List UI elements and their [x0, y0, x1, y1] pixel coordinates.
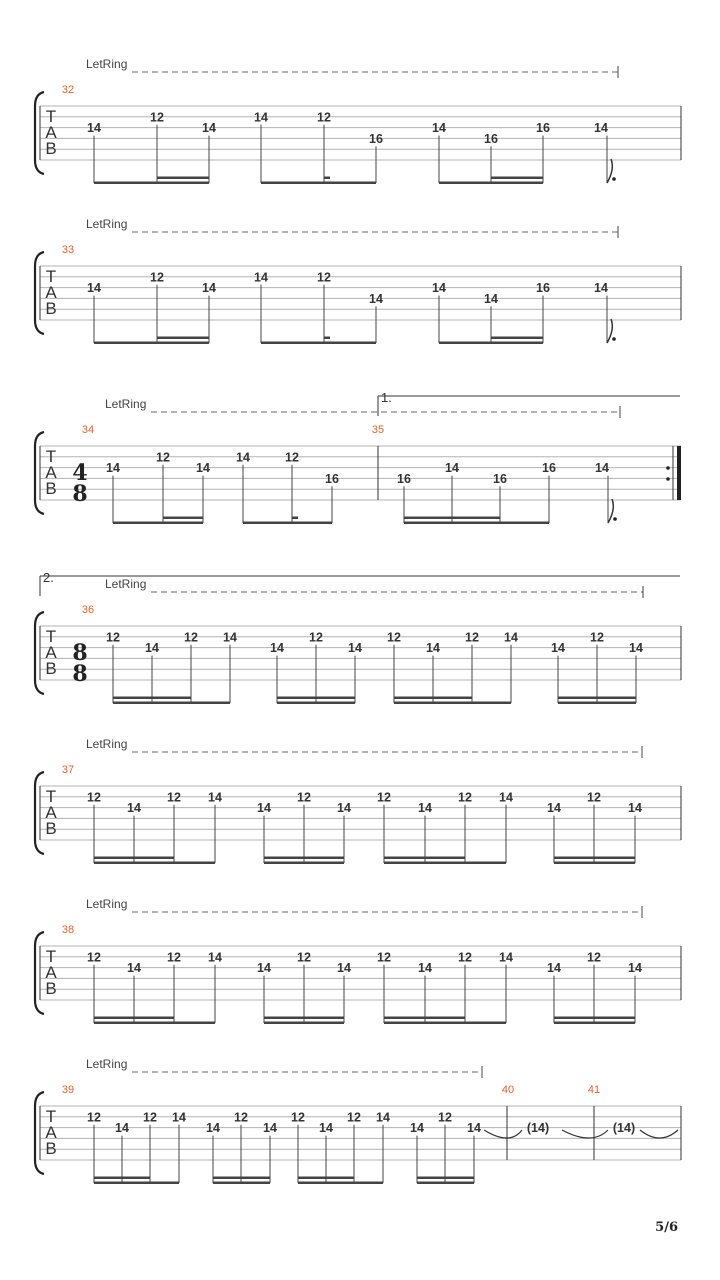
fret-number: 14 — [172, 1110, 186, 1125]
beam-secondary — [394, 697, 472, 700]
fret-number: 14 — [594, 281, 608, 296]
beam-secondary — [417, 1177, 474, 1180]
beam-secondary — [94, 1017, 174, 1020]
fret-number: 14 — [467, 1121, 481, 1136]
fret-number: 16 — [493, 471, 507, 486]
beam-secondary — [554, 857, 635, 860]
fret-number: 14 — [196, 461, 210, 476]
repeat-dot — [666, 466, 670, 470]
fret-number: 14 — [257, 961, 271, 976]
fret-number: 14 — [87, 121, 101, 136]
fret-number: 14 — [369, 291, 383, 306]
fret-number: 12 — [150, 270, 164, 285]
beam-primary — [261, 182, 376, 185]
fret-number: 14 — [628, 961, 642, 976]
beam-secondary — [94, 857, 174, 860]
tab-clef-letter: B — [45, 979, 57, 998]
measure-number: 39 — [61, 1084, 75, 1096]
measure-number: 35 — [371, 424, 385, 436]
fret-number: 14 — [106, 461, 120, 476]
fret-number: 14 — [595, 461, 609, 476]
fret-number: 14 — [206, 1121, 220, 1136]
beam-primary — [384, 862, 506, 865]
page-number: 5/6 — [655, 1220, 678, 1235]
fret-number: 14 — [254, 110, 268, 125]
fret-number: 12 — [317, 270, 331, 285]
tab-clef-letter: B — [45, 1139, 57, 1158]
measure-number: 33 — [61, 244, 75, 256]
fret-number: 12 — [458, 790, 472, 805]
volta-label: 2. — [43, 570, 54, 585]
fret-number: 12 — [317, 110, 331, 125]
fret-number: 14 — [376, 1110, 390, 1125]
measure-number: 32 — [61, 84, 75, 96]
fret-number: 12 — [297, 790, 311, 805]
fret-number: 14 — [348, 641, 362, 656]
beam-primary — [264, 862, 344, 865]
tab-system — [35, 570, 681, 704]
beam-secondary — [277, 697, 355, 700]
fret-number: 12 — [587, 790, 601, 805]
fret-number: 12 — [438, 1110, 452, 1125]
beam-primary — [243, 522, 332, 525]
tab-clef-letter: T — [45, 267, 57, 286]
dot — [612, 337, 616, 341]
fret-number: 12 — [106, 630, 120, 645]
fret-number: 12 — [590, 630, 604, 645]
fret-number: 14 — [432, 281, 446, 296]
fret-number: 14 — [418, 801, 432, 816]
fret-number: 12 — [465, 630, 479, 645]
note-flag — [607, 159, 612, 183]
beam-primary — [94, 1182, 179, 1185]
measure-number: 37 — [61, 764, 75, 776]
beam-secondary — [157, 177, 209, 180]
fret-number: 14 — [432, 121, 446, 136]
fret-number: 14 — [254, 270, 268, 285]
fret-number: 12 — [347, 1110, 361, 1125]
tab-system — [35, 57, 681, 184]
fret-number: 14 — [629, 641, 643, 656]
fret-number: 14 — [87, 281, 101, 296]
beam-secondary — [558, 697, 636, 700]
tab-clef-letter: T — [45, 947, 57, 966]
fret-number: 14 — [410, 1121, 424, 1136]
let-ring-label: LetRing — [105, 577, 147, 591]
let-ring-label: LetRing — [86, 897, 128, 911]
fret-number: 14 — [257, 801, 271, 816]
beam-secondary — [298, 1177, 354, 1180]
beam-primary — [394, 702, 511, 705]
beam-secondary — [292, 517, 298, 520]
beam-primary — [94, 342, 209, 345]
tied-fret-number: (14) — [612, 1121, 636, 1136]
beam-primary — [94, 182, 209, 185]
fret-number: 16 — [536, 121, 550, 136]
tied-fret-number: (14) — [526, 1121, 550, 1136]
beam-secondary — [384, 1017, 465, 1020]
tab-clef-letter: T — [45, 627, 57, 646]
beam-secondary — [264, 1017, 344, 1020]
tie-arc — [640, 1130, 678, 1138]
fret-number: 14 — [484, 291, 498, 306]
fret-number: 12 — [309, 630, 323, 645]
time-signature-bottom: 8 — [72, 661, 88, 687]
tie-arc — [484, 1130, 522, 1138]
time-signature-bottom: 8 — [72, 481, 88, 507]
beam-primary — [113, 702, 230, 705]
fret-number: 12 — [167, 790, 181, 805]
tab-clef-letter: B — [45, 299, 57, 318]
beam-secondary — [384, 857, 465, 860]
volta-label: 1. — [381, 390, 392, 405]
let-ring-label: LetRing — [86, 737, 128, 751]
tab-system — [35, 737, 681, 864]
fret-number: 14 — [223, 630, 237, 645]
tab-system — [35, 1057, 681, 1184]
measure-number: 41 — [587, 1084, 601, 1096]
fret-number: 14 — [263, 1121, 277, 1136]
fret-number: 14 — [418, 961, 432, 976]
fret-number: 12 — [87, 950, 101, 965]
tab-clef-letter: A — [45, 643, 57, 662]
repeat-barline-thick — [677, 446, 681, 500]
fret-number: 12 — [184, 630, 198, 645]
beam-primary — [439, 342, 543, 345]
fret-number: 14 — [504, 630, 518, 645]
beam-secondary — [491, 177, 543, 180]
fret-number: 14 — [547, 801, 561, 816]
beam-secondary — [94, 1177, 150, 1180]
fret-number: 14 — [236, 450, 250, 465]
fret-number: 14 — [499, 950, 513, 965]
tab-clef-letter: A — [45, 963, 57, 982]
fret-number: 16 — [325, 471, 339, 486]
repeat-dot — [666, 477, 670, 481]
tab-clef-letter: B — [45, 659, 57, 678]
fret-number: 14 — [319, 1121, 333, 1136]
fret-number: 12 — [156, 450, 170, 465]
tab-clef-letter: B — [45, 819, 57, 838]
fret-number: 14 — [547, 961, 561, 976]
tab-clef-letter: T — [45, 1107, 57, 1126]
beam-secondary — [213, 1177, 270, 1180]
beam-primary — [439, 182, 543, 185]
fret-number: 14 — [208, 950, 222, 965]
time-signature-top: 8 — [72, 640, 88, 666]
tab-clef-letter: A — [45, 123, 57, 142]
fret-number: 16 — [369, 131, 383, 146]
dot — [613, 517, 617, 521]
beam-primary — [404, 522, 549, 525]
fret-number: 16 — [542, 461, 556, 476]
beam-secondary — [163, 517, 203, 520]
let-ring-label: LetRing — [86, 57, 128, 71]
beam-primary — [384, 1022, 506, 1025]
dot — [612, 177, 616, 181]
beam-primary — [113, 522, 203, 525]
fret-number: 14 — [426, 641, 440, 656]
fret-number: 12 — [150, 110, 164, 125]
fret-number: 14 — [499, 790, 513, 805]
beam-primary — [264, 1022, 344, 1025]
beam-primary — [554, 1022, 635, 1025]
fret-number: 12 — [87, 790, 101, 805]
fret-number: 12 — [297, 950, 311, 965]
fret-number: 14 — [270, 641, 284, 656]
beam-secondary — [324, 337, 330, 340]
beam-secondary — [113, 697, 191, 700]
fret-number: 16 — [397, 471, 411, 486]
beam-primary — [554, 862, 635, 865]
note-flag — [608, 499, 613, 523]
beam-secondary — [324, 177, 330, 180]
fret-number: 12 — [377, 790, 391, 805]
let-ring-label: LetRing — [105, 397, 147, 411]
beam-primary — [94, 862, 215, 865]
fret-number: 14 — [208, 790, 222, 805]
fret-number: 12 — [87, 1110, 101, 1125]
fret-number: 12 — [143, 1110, 157, 1125]
measure-number: 38 — [61, 924, 75, 936]
fret-number: 14 — [337, 961, 351, 976]
fret-number: 14 — [202, 281, 216, 296]
fret-number: 16 — [536, 281, 550, 296]
tab-clef-letter: B — [45, 479, 57, 498]
measure-number: 40 — [501, 1084, 515, 1096]
beam-primary — [213, 1182, 270, 1185]
fret-number: 12 — [587, 950, 601, 965]
fret-number: 12 — [387, 630, 401, 645]
beam-primary — [298, 1182, 383, 1185]
tab-system — [35, 217, 681, 344]
tab-clef-letter: A — [45, 1123, 57, 1142]
fret-number: 14 — [594, 121, 608, 136]
tab-system — [35, 390, 681, 524]
beam-secondary — [264, 857, 344, 860]
measure-number: 36 — [81, 604, 95, 616]
measure-number: 34 — [81, 424, 95, 436]
tab-clef-letter: T — [45, 447, 57, 466]
time-signature-top: 4 — [72, 460, 88, 486]
beam-primary — [277, 702, 355, 705]
fret-number: 12 — [285, 450, 299, 465]
beam-secondary — [554, 1017, 635, 1020]
fret-number: 12 — [167, 950, 181, 965]
tab-clef-letter: B — [45, 139, 57, 158]
fret-number: 14 — [145, 641, 159, 656]
beam-secondary — [404, 517, 500, 520]
beam-primary — [417, 1182, 474, 1185]
beam-secondary — [491, 337, 543, 340]
beam-primary — [94, 1022, 215, 1025]
fret-number: 12 — [291, 1110, 305, 1125]
beam-secondary — [157, 337, 209, 340]
tab-system — [35, 897, 681, 1024]
fret-number: 14 — [445, 461, 459, 476]
tab-clef-letter: T — [45, 107, 57, 126]
fret-number: 14 — [127, 961, 141, 976]
fret-number: 14 — [202, 121, 216, 136]
beam-primary — [558, 702, 636, 705]
fret-number: 14 — [337, 801, 351, 816]
fret-number: 14 — [127, 801, 141, 816]
let-ring-label: LetRing — [86, 1057, 128, 1071]
tab-clef-letter: A — [45, 463, 57, 482]
fret-number: 12 — [458, 950, 472, 965]
beam-primary — [261, 342, 376, 345]
fret-number: 14 — [628, 801, 642, 816]
fret-number: 14 — [551, 641, 565, 656]
tab-clef-letter: A — [45, 803, 57, 822]
tab-clef-letter: A — [45, 283, 57, 302]
tab-clef-letter: T — [45, 787, 57, 806]
let-ring-label: LetRing — [86, 217, 128, 231]
fret-number: 14 — [115, 1121, 129, 1136]
note-flag — [607, 319, 612, 343]
fret-number: 16 — [484, 131, 498, 146]
tie-arc — [562, 1130, 608, 1138]
fret-number: 12 — [234, 1110, 248, 1125]
fret-number: 12 — [377, 950, 391, 965]
